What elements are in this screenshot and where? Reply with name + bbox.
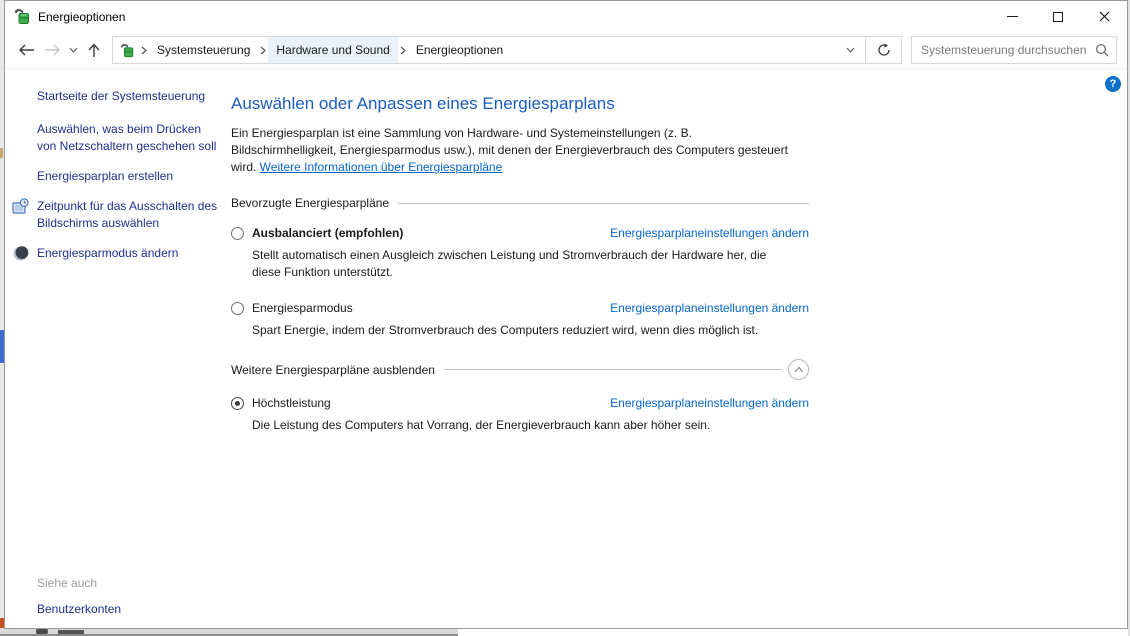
plan-description: Stellt automatisch einen Ausgleich zwischen Leistung und Stromverbrauch der Hardware her, die diese Funktion unterstützt. (252, 248, 767, 279)
maximize-icon (1053, 12, 1063, 22)
section-header-weitere (231, 359, 809, 380)
radio-hoechstleistung[interactable] (231, 397, 244, 410)
section-label: Weitere Energiesparpläne ausblenden (231, 362, 435, 377)
see-also-section (37, 576, 121, 616)
help-icon: ? (1109, 78, 1117, 90)
plan-row-ausbalanciert (231, 226, 809, 281)
forward-button[interactable] (39, 37, 65, 63)
plan-settings-link-energiesparmodus[interactable]: Energiesparplaneinstellungen ändern (610, 301, 809, 315)
power-options-window (4, 0, 1128, 629)
background-fragment (58, 630, 84, 634)
intro-link-weitere-informationen[interactable]: Weitere Informationen über Energiesparpläne (259, 160, 503, 174)
search-box (911, 36, 1117, 64)
display-clock-icon (12, 198, 29, 215)
address-dropdown-button[interactable] (835, 37, 865, 63)
power-options-icon (14, 8, 31, 25)
breadcrumb-chevron-icon (260, 46, 266, 55)
plan-name: Energiesparmodus (252, 301, 353, 315)
title-bar (5, 1, 1127, 32)
power-options-breadcrumb-icon (120, 43, 135, 58)
divider (398, 203, 809, 204)
window-title: Energieoptionen (38, 9, 126, 24)
close-button[interactable] (1081, 1, 1127, 32)
search-input[interactable] (921, 43, 1095, 57)
plan-row-hoechstleistung (231, 396, 809, 434)
maximize-button[interactable] (1035, 1, 1081, 32)
chevron-down-icon (69, 47, 78, 53)
collapse-plans-button[interactable] (788, 359, 809, 380)
radio-ausbalanciert[interactable] (231, 227, 244, 240)
page-title: Auswählen oder Anpassen eines Energiesparplans (231, 94, 615, 113)
breadcrumb-chevron-icon (400, 46, 406, 55)
content-area (5, 69, 1127, 628)
plan-description: Die Leistung des Computers hat Vorrang, der Energieverbrauch kann aber höher sein. (252, 418, 711, 432)
plan-name: Ausbalanciert (empfohlen) (252, 226, 404, 240)
intro-text: Ein Energiesparplan ist eine Sammlung von Hardware- und Systemeinstellungen (z. B. Bildschirmhelligkeit, Energiesparmodus usw.), mit denen der Energieverbrauch des Computers gesteuert wird. Weitere Informationen über Energiesparpläne (231, 126, 788, 174)
forward-arrow-icon (44, 44, 61, 56)
moon-icon (12, 245, 29, 262)
radio-energiesparmodus[interactable] (231, 302, 244, 315)
breadcrumb-item-systemsteuerung[interactable]: Systemsteuerung (157, 43, 251, 57)
minimize-icon (1007, 16, 1018, 17)
breadcrumb-item-energieoptionen[interactable]: Energieoptionen (415, 43, 504, 57)
back-arrow-icon (18, 44, 35, 56)
plan-settings-link-ausbalanciert[interactable]: Energiesparplaneinstellungen ändern (610, 226, 809, 240)
refresh-button[interactable] (866, 37, 901, 63)
sidebar-item-energiesparplan-erstellen[interactable]: Energiesparplan erstellen (37, 169, 174, 183)
navigation-toolbar (5, 32, 1127, 69)
chevron-up-icon (794, 366, 804, 373)
divider (444, 369, 782, 370)
address-bar[interactable] (112, 36, 902, 64)
section-label: Bevorzugte Energiesparpläne (231, 196, 390, 210)
history-dropdown-button[interactable] (65, 37, 81, 63)
section-header-bevorzugte (231, 196, 809, 210)
minimize-button[interactable] (989, 1, 1035, 32)
chevron-down-icon (846, 47, 855, 53)
breadcrumb-item-hardware-und-sound[interactable]: Hardware und Sound (268, 37, 397, 63)
plan-row-energiesparmodus (231, 301, 809, 339)
main-panel (231, 69, 809, 628)
task-sidebar (5, 69, 231, 628)
back-button[interactable] (13, 37, 39, 63)
see-also-header: Siehe auch (37, 576, 98, 590)
sidebar-item-startseite[interactable]: Startseite der Systemsteuerung (37, 89, 206, 103)
breadcrumb-chevron-icon (141, 46, 147, 55)
plan-description: Spart Energie, indem der Stromverbrauch des Computers reduziert wird, wenn dies möglich ist. (252, 323, 759, 337)
up-button[interactable] (81, 37, 107, 63)
window-controls (989, 1, 1127, 32)
sidebar-item-netzschalter[interactable]: Auswählen, was beim Drücken von Netzschaltern geschehen soll (37, 122, 217, 153)
plan-settings-link-hoechstleistung[interactable]: Energiesparplaneinstellungen ändern (610, 396, 809, 410)
close-icon (1099, 11, 1110, 22)
see-also-link-benutzerkonten[interactable]: Benutzerkonten (37, 602, 122, 616)
plan-name: Höchstleistung (252, 396, 331, 410)
sidebar-item-energiesparmodus-aendern[interactable]: Energiesparmodus ändern (37, 245, 223, 262)
refresh-icon (877, 43, 891, 57)
search-icon[interactable] (1095, 43, 1109, 57)
background-fragment (0, 148, 3, 158)
sidebar-item-bildschirm-ausschalten[interactable]: Zeitpunkt für das Ausschalten des Bildschirms auswählen (37, 198, 223, 232)
up-arrow-icon (88, 43, 100, 58)
help-button[interactable] (1105, 76, 1121, 92)
background-fragment (36, 629, 48, 634)
